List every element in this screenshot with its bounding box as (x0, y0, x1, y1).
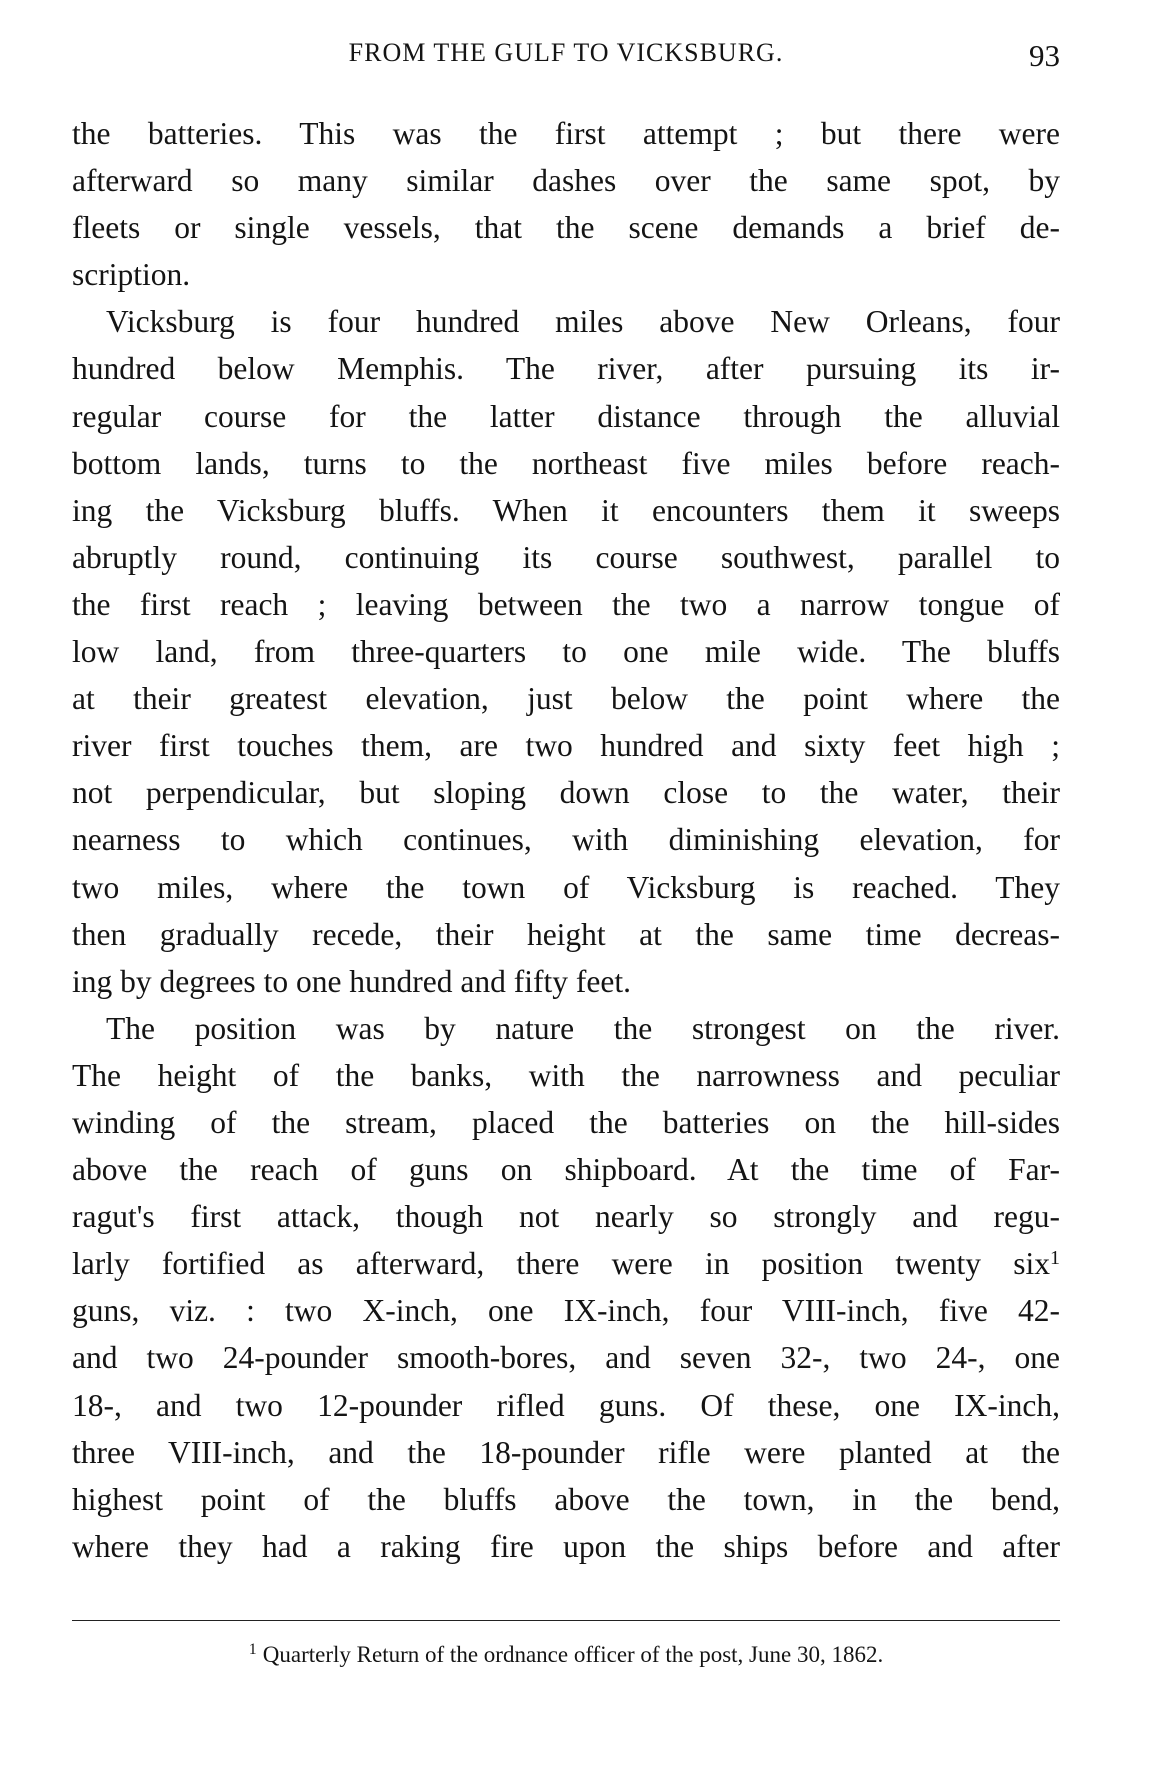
text-line-with-footnote-ref (72, 1240, 1060, 1287)
text-line: then gradually recede, their height at the same time decreas- (72, 916, 1060, 952)
footnote-text: Quarterly Return of the ordnance officer of the post, June 30, 1862. (262, 1642, 884, 1667)
text-line: highest point of the bluffs above the town, in the bend, (72, 1481, 1060, 1517)
text-line: abruptly round, continuing its course southwest, parallel to (72, 539, 1060, 575)
text-line: The position was by nature the strongest on the river. (106, 1010, 1060, 1046)
text-line: three VIII-inch, and the 18-pounder rifle were planted at the (72, 1434, 1060, 1470)
footnote-reference: 1 (1050, 1247, 1060, 1270)
text-line: scription. (72, 257, 191, 293)
text-line: bottom lands, turns to the northeast five miles before reach- (72, 445, 1060, 481)
running-head (72, 38, 1060, 78)
text-line: the batteries. This was the first attempt ; but there were (72, 116, 1060, 151)
text-line: where they had a raking fire upon the ships before and after (72, 1528, 1060, 1564)
text-line: The height of the banks, with the narrowness and peculiar (72, 1057, 1060, 1093)
running-title: FROM THE GULF TO VICKSBURG. (348, 38, 784, 67)
text-line: nearness to which continues, with diminishing elevation, for (72, 822, 1060, 858)
text-line: at their greatest elevation, just below the point where the (72, 681, 1060, 717)
text-line: fleets or single vessels, that the scene demands a brief de- (72, 210, 1060, 246)
text-line: not perpendicular, but sloping down close to the water, their (72, 775, 1060, 811)
footnote-divider (72, 1620, 1060, 1621)
text-line: the first reach ; leaving between the two a narrow tongue of (72, 586, 1060, 622)
text-line: ing by degrees to one hundred and fifty feet. (72, 963, 631, 999)
footnote (72, 1640, 1060, 1670)
page-number: 93 (1029, 38, 1060, 73)
text-line: Vicksburg is four hundred miles above New Orleans, four (106, 304, 1060, 340)
text-line: above the reach of guns on shipboard. At the time of Far- (72, 1152, 1060, 1188)
text-line: and two 24-pounder smooth-bores, and seven 32-, two 24-, one (72, 1340, 1060, 1376)
text-line: 18-, and two 12-pounder rifled guns. Of these, one IX-inch, (72, 1387, 1060, 1423)
text-line: ragut's first attack, though not nearly so strongly and regu- (72, 1199, 1060, 1235)
text-line: afterward so many similar dashes over the same spot, by (72, 163, 1060, 199)
text-line: low land, from three-quarters to one mile wide. The bluffs (72, 634, 1060, 670)
footnote-marker: 1 (248, 1641, 257, 1658)
text-line: larly fortified as afterward, there were in position twenty six (72, 1246, 1050, 1282)
text-line: regular course for the latter distance through the alluvial (72, 398, 1060, 434)
text-line: hundred below Memphis. The river, after pursuing its ir- (72, 351, 1060, 387)
text-line: winding of the stream, placed the batteries on the hill-sides (72, 1104, 1060, 1140)
text-line: ing the Vicksburg bluffs. When it encounters them it sweeps (72, 492, 1060, 528)
text-line: river first touches them, are two hundred and sixty feet high ; (72, 728, 1060, 764)
body-text (72, 110, 1060, 1570)
text-line: guns, viz. : two X-inch, one IX-inch, four VIII-inch, five 42- (72, 1293, 1060, 1329)
text-line: two miles, where the town of Vicksburg is reached. They (72, 869, 1060, 905)
